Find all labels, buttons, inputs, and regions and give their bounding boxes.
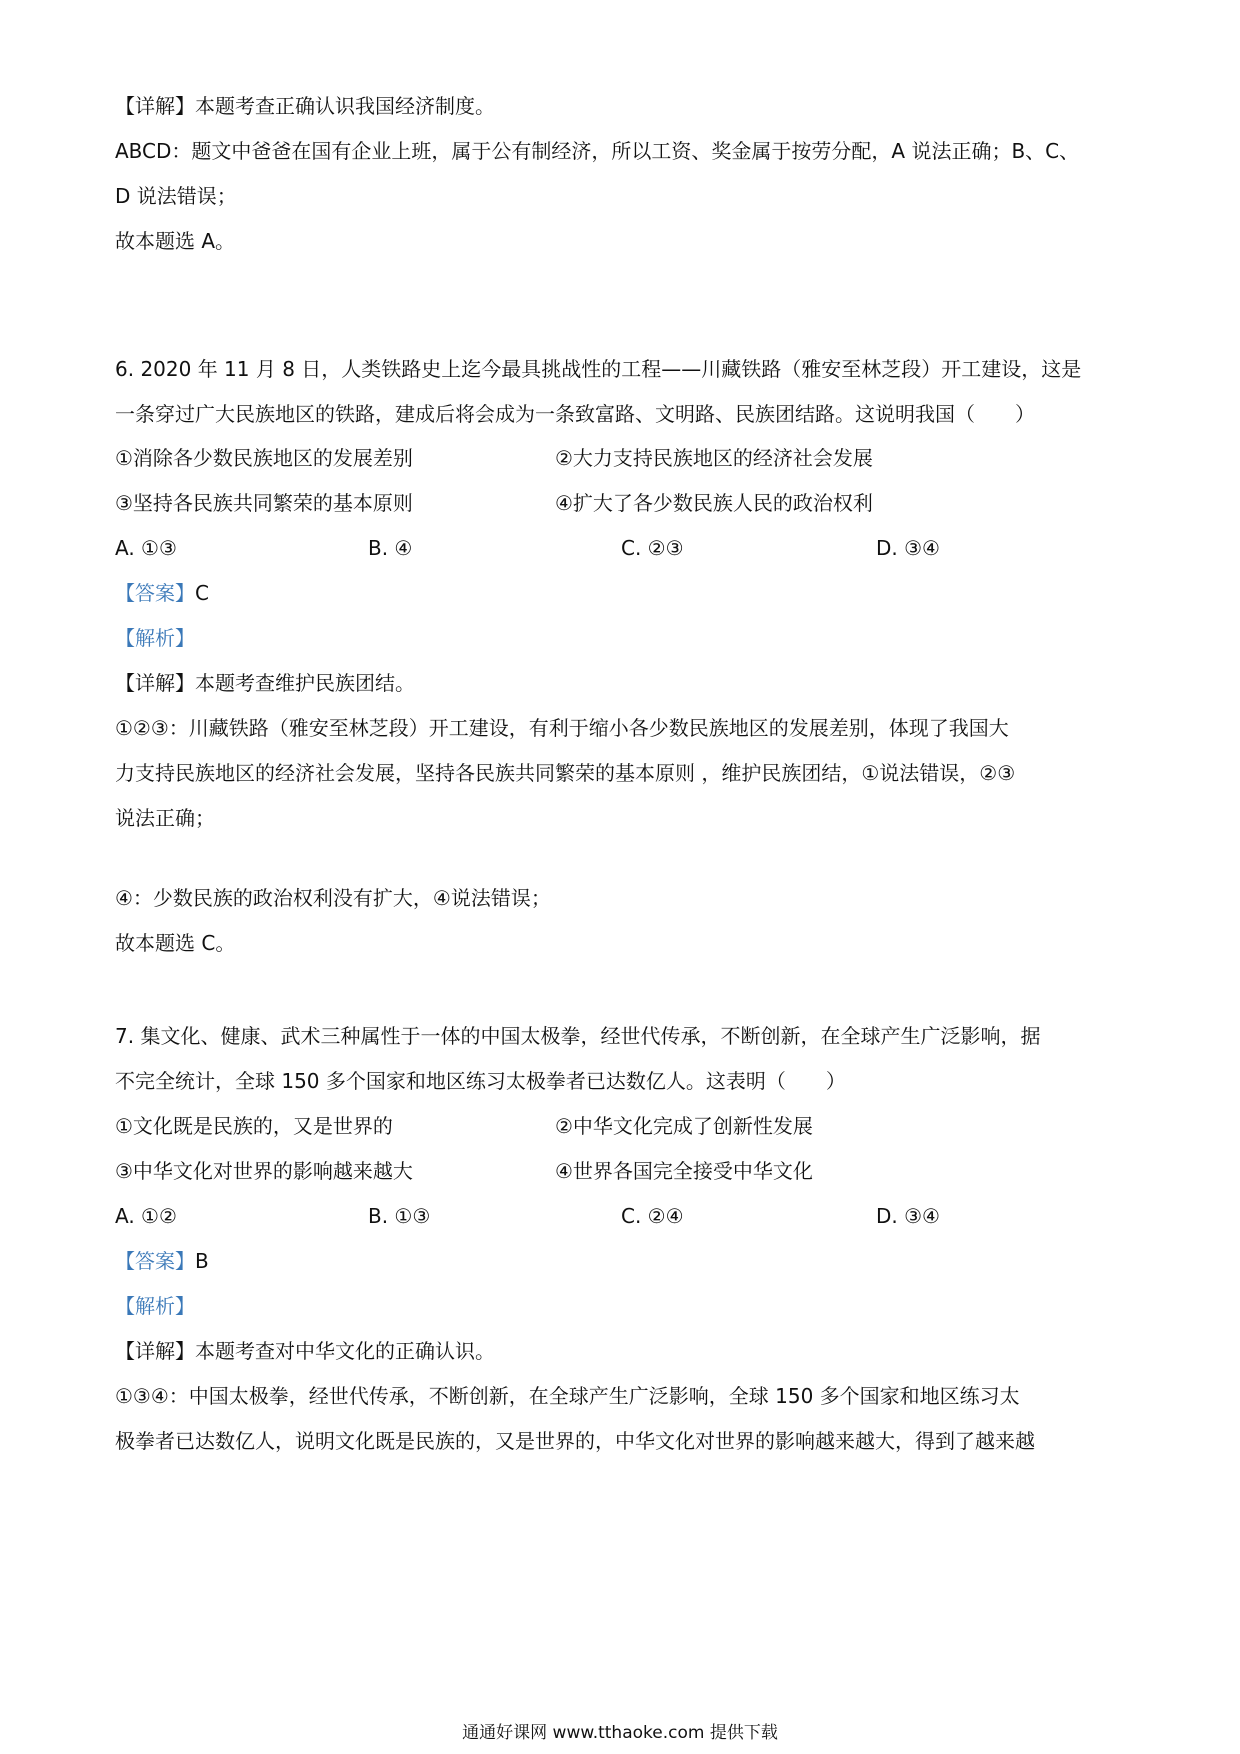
- q7-option-d: D. ③④: [876, 1204, 940, 1228]
- q7-option-b: B. ①③: [368, 1204, 431, 1228]
- q6-detail: 【详解】本题考查维护民族团结。: [115, 671, 415, 695]
- q6-option-b: B. ④: [368, 536, 413, 560]
- q7-statement-3: ③中华文化对世界的影响越来越大: [115, 1159, 413, 1183]
- q6-statement-4: ④扩大了各少数民族人民的政治权利: [555, 491, 873, 515]
- q7-answer: [115, 1248, 209, 1274]
- detail-q5: 【详解】本题考查正确认识我国经济制度。: [115, 94, 495, 118]
- q6-analysis-label: 【解析】: [115, 626, 195, 650]
- analysis-q5-line1: ABCD：题文中爸爸在国有企业上班，属于公有制经济，所以工资、奖金属于按劳分配，A 说法正确；B、C、: [115, 139, 1080, 163]
- q6-statement-1: ①消除各少数民族地区的发展差别: [115, 446, 413, 470]
- q6-stem-line2: 一条穿过广大民族地区的铁路，建成后将会成为一条致富路、文明路、民族团结路。这说明我国（ ）: [115, 402, 1035, 426]
- q6-statement-2: ②大力支持民族地区的经济社会发展: [555, 446, 873, 470]
- q6-option-c: C. ②③: [621, 536, 684, 560]
- q7-detail: 【详解】本题考查对中华文化的正确认识。: [115, 1339, 495, 1363]
- q7-explanation-line2: 极拳者已达数亿人，说明文化既是民族的，又是世界的，中华文化对世界的影响越来越大，得到了越来越: [115, 1429, 1035, 1453]
- q6-stem-line1: 6. 2020 年 11 月 8 日，人类铁路史上迄今最具挑战性的工程——川藏铁路（雅安至林芝段）开工建设，这是: [115, 357, 1082, 381]
- q6-option-d: D. ③④: [876, 536, 940, 560]
- q6-explanation-line2: 力支持民族地区的经济社会发展，坚持各民族共同繁荣的基本原则 ，维护民族团结，①说法错误，②③: [115, 761, 1016, 785]
- q6-answer-label: 【答案】: [115, 581, 195, 605]
- q6-conclusion: 故本题选 C。: [115, 931, 236, 955]
- q7-option-c: C. ②④: [621, 1204, 684, 1228]
- q7-analysis-label: 【解析】: [115, 1294, 195, 1318]
- q7-statement-4: ④世界各国完全接受中华文化: [555, 1159, 813, 1183]
- q6-option-a: A. ①③: [115, 536, 177, 560]
- q7-explanation-line1: ①③④：中国太极拳，经世代传承，不断创新，在全球产生广泛影响，全球 150 多个国家和地区练习太: [115, 1384, 1020, 1408]
- q7-stem-line2: 不完全统计，全球 150 多个国家和地区练习太极拳者已达数亿人。这表明（ ）: [115, 1069, 846, 1093]
- q6-answer: [115, 580, 209, 606]
- analysis-q5-line2: D 说法错误；: [115, 184, 237, 208]
- q7-option-a: A. ①②: [115, 1204, 177, 1228]
- q7-answer-value: B: [195, 1249, 209, 1273]
- q7-statement-1: ①文化既是民族的，又是世界的: [115, 1114, 393, 1138]
- q6-answer-value: C: [195, 581, 209, 605]
- q6-explanation-line4: ④：少数民族的政治权利没有扩大，④说法错误；: [115, 886, 551, 910]
- q7-statement-2: ②中华文化完成了创新性发展: [555, 1114, 813, 1138]
- q6-statement-3: ③坚持各民族共同繁荣的基本原则: [115, 491, 413, 515]
- page-footer: 通通好课网 www.tthaoke.com 提供下载: [462, 1723, 778, 1743]
- q6-explanation-line3: 说法正确；: [115, 806, 215, 830]
- conclusion-q5: 故本题选 A。: [115, 229, 236, 253]
- q7-stem-line1: 7. 集文化、健康、武术三种属性于一体的中国太极拳，经世代传承，不断创新，在全球产生广泛影响，据: [115, 1024, 1041, 1048]
- q6-explanation-line1: ①②③：川藏铁路（雅安至林芝段）开工建设，有利于缩小各少数民族地区的发展差别，体现了我国大: [115, 716, 1009, 740]
- q7-answer-label: 【答案】: [115, 1249, 195, 1273]
